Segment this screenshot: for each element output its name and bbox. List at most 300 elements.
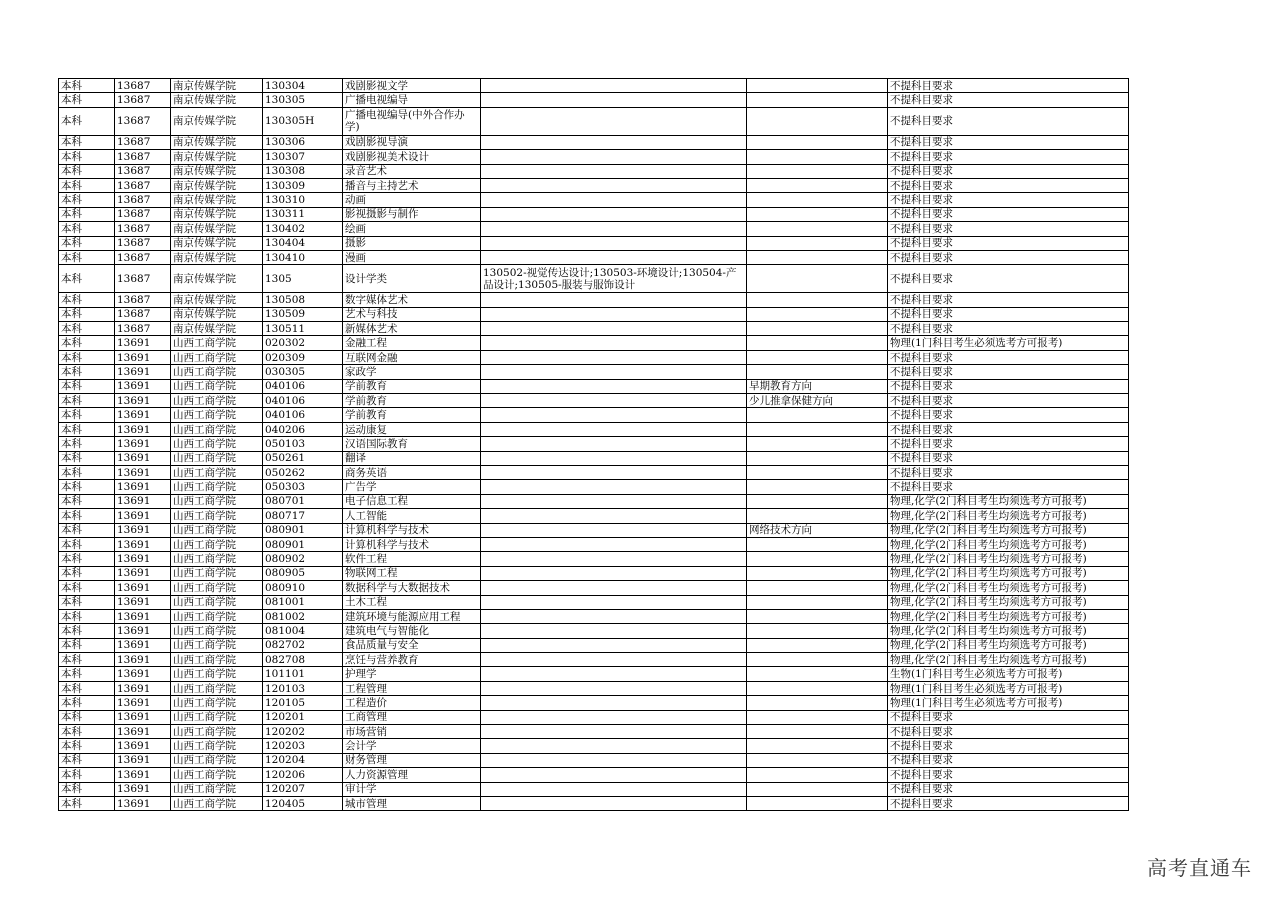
subject-requirement-cell: 不提科目要求 [888, 164, 1129, 178]
included-majors-cell [481, 193, 747, 207]
major-code-cell: 080910 [263, 581, 343, 595]
level-cell: 本科 [59, 638, 115, 652]
table-body [59, 79, 1129, 811]
subject-requirement-cell: 不提科目要求 [888, 178, 1129, 192]
level-cell: 本科 [59, 135, 115, 149]
subject-requirement-cell: 不提科目要求 [888, 796, 1129, 810]
included-majors-cell [481, 552, 747, 566]
table-row [59, 451, 1129, 465]
table-row [59, 79, 1129, 93]
school-code-cell: 13687 [115, 150, 171, 164]
school-code-cell: 13691 [115, 509, 171, 523]
school-name-cell: 山西工商学院 [171, 739, 263, 753]
level-cell: 本科 [59, 164, 115, 178]
major-code-cell: 101101 [263, 667, 343, 681]
table-row [59, 164, 1129, 178]
level-cell: 本科 [59, 480, 115, 494]
school-name-cell: 山西工商学院 [171, 379, 263, 393]
major-name-cell: 市场营销 [343, 725, 481, 739]
direction-cell [747, 696, 888, 710]
major-code-cell: 130306 [263, 135, 343, 149]
level-cell: 本科 [59, 451, 115, 465]
included-majors-cell [481, 408, 747, 422]
major-name-cell: 烹饪与营养教育 [343, 653, 481, 667]
subject-requirement-cell: 不提科目要求 [888, 207, 1129, 221]
level-cell: 本科 [59, 753, 115, 767]
subject-requirement-cell: 不提科目要求 [888, 265, 1129, 293]
subject-requirement-cell: 不提科目要求 [888, 422, 1129, 436]
direction-cell [747, 365, 888, 379]
level-cell: 本科 [59, 107, 115, 135]
major-name-cell: 设计学类 [343, 265, 481, 293]
school-name-cell: 山西工商学院 [171, 782, 263, 796]
school-code-cell: 13691 [115, 465, 171, 479]
school-code-cell: 13691 [115, 725, 171, 739]
school-name-cell: 山西工商学院 [171, 753, 263, 767]
level-cell: 本科 [59, 193, 115, 207]
direction-cell [747, 480, 888, 494]
watermark: 高考直通车 [1147, 856, 1252, 880]
direction-cell [747, 638, 888, 652]
level-cell: 本科 [59, 408, 115, 422]
major-name-cell: 工程管理 [343, 681, 481, 695]
direction-cell: 早期教育方向 [747, 379, 888, 393]
included-majors-cell [481, 307, 747, 321]
direction-cell [747, 465, 888, 479]
direction-cell [747, 93, 888, 107]
direction-cell [747, 725, 888, 739]
major-name-cell: 建筑环境与能源应用工程 [343, 609, 481, 623]
school-code-cell: 13691 [115, 653, 171, 667]
major-name-cell: 财务管理 [343, 753, 481, 767]
direction-cell [747, 422, 888, 436]
major-name-cell: 工程造价 [343, 696, 481, 710]
school-name-cell: 山西工商学院 [171, 796, 263, 810]
subject-requirement-cell: 不提科目要求 [888, 710, 1129, 724]
major-code-cell: 040106 [263, 379, 343, 393]
direction-cell [747, 107, 888, 135]
table-row [59, 624, 1129, 638]
subject-requirement-cell: 不提科目要求 [888, 107, 1129, 135]
school-name-cell: 山西工商学院 [171, 336, 263, 350]
school-code-cell: 13691 [115, 437, 171, 451]
table-row [59, 681, 1129, 695]
major-code-cell: 130305H [263, 107, 343, 135]
major-code-cell: 080901 [263, 537, 343, 551]
direction-cell [747, 307, 888, 321]
school-name-cell: 山西工商学院 [171, 609, 263, 623]
major-code-cell: 130402 [263, 222, 343, 236]
table-row [59, 465, 1129, 479]
table-row [59, 609, 1129, 623]
table-row [59, 796, 1129, 810]
school-name-cell: 南京传媒学院 [171, 178, 263, 192]
major-code-cell: 130308 [263, 164, 343, 178]
level-cell: 本科 [59, 566, 115, 580]
level-cell: 本科 [59, 307, 115, 321]
major-name-cell: 汉语国际教育 [343, 437, 481, 451]
subject-requirement-cell: 生物(1门科目考生必须选考方可报考) [888, 667, 1129, 681]
level-cell: 本科 [59, 150, 115, 164]
school-name-cell: 南京传媒学院 [171, 93, 263, 107]
included-majors-cell [481, 222, 747, 236]
school-code-cell: 13691 [115, 696, 171, 710]
school-code-cell: 13687 [115, 307, 171, 321]
major-name-cell: 物联网工程 [343, 566, 481, 580]
school-name-cell: 山西工商学院 [171, 494, 263, 508]
major-code-cell: 050303 [263, 480, 343, 494]
major-code-cell: 1305 [263, 265, 343, 293]
subject-requirement-cell: 不提科目要求 [888, 293, 1129, 307]
major-code-cell: 080902 [263, 552, 343, 566]
major-code-cell: 081002 [263, 609, 343, 623]
direction-cell [747, 408, 888, 422]
included-majors-cell [481, 494, 747, 508]
major-code-cell: 050261 [263, 451, 343, 465]
level-cell: 本科 [59, 796, 115, 810]
level-cell: 本科 [59, 422, 115, 436]
school-code-cell: 13687 [115, 222, 171, 236]
school-name-cell: 南京传媒学院 [171, 250, 263, 264]
major-code-cell: 020309 [263, 350, 343, 364]
subject-requirement-cell: 不提科目要求 [888, 408, 1129, 422]
major-name-cell: 会计学 [343, 739, 481, 753]
major-name-cell: 广告学 [343, 480, 481, 494]
school-code-cell: 13687 [115, 207, 171, 221]
level-cell: 本科 [59, 437, 115, 451]
subject-requirement-cell: 物理,化学(2门科目考生均须选考方可报考) [888, 638, 1129, 652]
major-code-cell: 040206 [263, 422, 343, 436]
subject-requirement-cell: 物理,化学(2门科目考生均须选考方可报考) [888, 552, 1129, 566]
school-name-cell: 山西工商学院 [171, 581, 263, 595]
direction-cell [747, 667, 888, 681]
school-code-cell: 13691 [115, 552, 171, 566]
included-majors-cell [481, 638, 747, 652]
included-majors-cell [481, 782, 747, 796]
school-code-cell: 13691 [115, 768, 171, 782]
included-majors-cell [481, 451, 747, 465]
school-code-cell: 13687 [115, 265, 171, 293]
subject-requirement-cell: 物理,化学(2门科目考生均须选考方可报考) [888, 509, 1129, 523]
subject-requirement-cell: 不提科目要求 [888, 753, 1129, 767]
major-code-cell: 040106 [263, 408, 343, 422]
level-cell: 本科 [59, 178, 115, 192]
subject-requirement-cell: 不提科目要求 [888, 465, 1129, 479]
subject-requirement-cell: 物理,化学(2门科目考生均须选考方可报考) [888, 537, 1129, 551]
major-code-cell: 080701 [263, 494, 343, 508]
major-name-cell: 工商管理 [343, 710, 481, 724]
subject-requirement-cell: 物理,化学(2门科目考生均须选考方可报考) [888, 595, 1129, 609]
included-majors-cell [481, 581, 747, 595]
major-name-cell: 录音艺术 [343, 164, 481, 178]
subject-requirement-cell: 不提科目要求 [888, 236, 1129, 250]
table-row [59, 552, 1129, 566]
major-code-cell: 081004 [263, 624, 343, 638]
school-name-cell: 山西工商学院 [171, 681, 263, 695]
school-code-cell: 13687 [115, 293, 171, 307]
major-code-cell: 130310 [263, 193, 343, 207]
table-row [59, 293, 1129, 307]
included-majors-cell [481, 768, 747, 782]
school-code-cell: 13687 [115, 322, 171, 336]
direction-cell [747, 653, 888, 667]
table-row [59, 739, 1129, 753]
direction-cell [747, 135, 888, 149]
included-majors-cell [481, 394, 747, 408]
major-name-cell: 运动康复 [343, 422, 481, 436]
school-code-cell: 13691 [115, 796, 171, 810]
school-code-cell: 13691 [115, 379, 171, 393]
table-row [59, 135, 1129, 149]
school-code-cell: 13687 [115, 193, 171, 207]
school-name-cell: 南京传媒学院 [171, 150, 263, 164]
subject-requirement-cell: 物理,化学(2门科目考生均须选考方可报考) [888, 581, 1129, 595]
included-majors-cell [481, 681, 747, 695]
direction-cell [747, 322, 888, 336]
major-name-cell: 绘画 [343, 222, 481, 236]
included-majors-cell [481, 79, 747, 93]
major-name-cell: 人工智能 [343, 509, 481, 523]
subject-requirement-cell: 物理,化学(2门科目考生均须选考方可报考) [888, 566, 1129, 580]
direction-cell [747, 494, 888, 508]
included-majors-cell [481, 379, 747, 393]
major-name-cell: 家政学 [343, 365, 481, 379]
major-name-cell: 审计学 [343, 782, 481, 796]
major-name-cell: 护理学 [343, 667, 481, 681]
school-code-cell: 13691 [115, 480, 171, 494]
included-majors-cell [481, 667, 747, 681]
included-majors-cell [481, 480, 747, 494]
subject-requirement-cell: 不提科目要求 [888, 480, 1129, 494]
major-name-cell: 学前教育 [343, 379, 481, 393]
school-name-cell: 山西工商学院 [171, 710, 263, 724]
major-code-cell: 080905 [263, 566, 343, 580]
major-name-cell: 戏剧影视导演 [343, 135, 481, 149]
school-name-cell: 山西工商学院 [171, 365, 263, 379]
direction-cell [747, 537, 888, 551]
direction-cell [747, 350, 888, 364]
school-code-cell: 13687 [115, 178, 171, 192]
major-name-cell: 动画 [343, 193, 481, 207]
direction-cell [747, 624, 888, 638]
included-majors-cell [481, 609, 747, 623]
school-name-cell: 南京传媒学院 [171, 193, 263, 207]
school-code-cell: 13691 [115, 782, 171, 796]
school-code-cell: 13687 [115, 135, 171, 149]
major-code-cell: 130304 [263, 79, 343, 93]
major-name-cell: 广播电视编导(中外合作办学) [343, 107, 481, 135]
level-cell: 本科 [59, 710, 115, 724]
table-row [59, 667, 1129, 681]
level-cell: 本科 [59, 322, 115, 336]
school-code-cell: 13691 [115, 739, 171, 753]
subject-requirement-cell: 不提科目要求 [888, 150, 1129, 164]
table-row [59, 725, 1129, 739]
subject-requirement-cell: 不提科目要求 [888, 739, 1129, 753]
school-name-cell: 山西工商学院 [171, 523, 263, 537]
school-code-cell: 13691 [115, 451, 171, 465]
major-code-cell: 050262 [263, 465, 343, 479]
level-cell: 本科 [59, 667, 115, 681]
school-name-cell: 山西工商学院 [171, 595, 263, 609]
school-name-cell: 南京传媒学院 [171, 164, 263, 178]
included-majors-cell [481, 207, 747, 221]
major-code-cell: 120201 [263, 710, 343, 724]
direction-cell: 网络技术方向 [747, 523, 888, 537]
subject-requirement-cell: 不提科目要求 [888, 322, 1129, 336]
included-majors-cell [481, 350, 747, 364]
included-majors-cell [481, 465, 747, 479]
major-code-cell: 080717 [263, 509, 343, 523]
major-name-cell: 互联网金融 [343, 350, 481, 364]
table-row [59, 782, 1129, 796]
major-code-cell: 120103 [263, 681, 343, 695]
major-code-cell: 130311 [263, 207, 343, 221]
table-row [59, 178, 1129, 192]
subject-requirement-cell: 不提科目要求 [888, 437, 1129, 451]
subject-requirement-cell: 不提科目要求 [888, 135, 1129, 149]
level-cell: 本科 [59, 681, 115, 695]
school-code-cell: 13691 [115, 753, 171, 767]
level-cell: 本科 [59, 465, 115, 479]
major-name-cell: 新媒体艺术 [343, 322, 481, 336]
school-code-cell: 13691 [115, 681, 171, 695]
included-majors-cell [481, 624, 747, 638]
subject-requirement-cell: 物理,化学(2门科目考生均须选考方可报考) [888, 494, 1129, 508]
school-name-cell: 山西工商学院 [171, 465, 263, 479]
table-row [59, 696, 1129, 710]
included-majors-cell [481, 739, 747, 753]
direction-cell [747, 552, 888, 566]
school-name-cell: 南京传媒学院 [171, 107, 263, 135]
direction-cell [747, 193, 888, 207]
major-name-cell: 软件工程 [343, 552, 481, 566]
school-name-cell: 南京传媒学院 [171, 293, 263, 307]
school-name-cell: 山西工商学院 [171, 437, 263, 451]
school-code-cell: 13691 [115, 494, 171, 508]
subject-requirement-cell: 物理,化学(2门科目考生均须选考方可报考) [888, 523, 1129, 537]
major-code-cell: 082702 [263, 638, 343, 652]
major-name-cell: 艺术与科技 [343, 307, 481, 321]
subject-requirement-cell: 物理(1门科目考生必须选考方可报考) [888, 681, 1129, 695]
school-name-cell: 山西工商学院 [171, 537, 263, 551]
school-code-cell: 13691 [115, 365, 171, 379]
table-row [59, 595, 1129, 609]
major-name-cell: 建筑电气与智能化 [343, 624, 481, 638]
major-name-cell: 漫画 [343, 250, 481, 264]
level-cell: 本科 [59, 624, 115, 638]
major-code-cell: 082708 [263, 653, 343, 667]
level-cell: 本科 [59, 595, 115, 609]
major-name-cell: 食品质量与安全 [343, 638, 481, 652]
school-code-cell: 13687 [115, 236, 171, 250]
level-cell: 本科 [59, 552, 115, 566]
major-name-cell: 数字媒体艺术 [343, 293, 481, 307]
school-code-cell: 13691 [115, 566, 171, 580]
direction-cell [747, 710, 888, 724]
subject-requirement-cell: 不提科目要求 [888, 307, 1129, 321]
school-code-cell: 13691 [115, 523, 171, 537]
included-majors-cell [481, 93, 747, 107]
level-cell: 本科 [59, 394, 115, 408]
level-cell: 本科 [59, 336, 115, 350]
table-row [59, 480, 1129, 494]
direction-cell [747, 222, 888, 236]
enrollment-table [58, 78, 1129, 811]
included-majors-cell [481, 753, 747, 767]
included-majors-cell [481, 523, 747, 537]
school-name-cell: 山西工商学院 [171, 394, 263, 408]
table-row [59, 509, 1129, 523]
major-name-cell: 数据科学与大数据技术 [343, 581, 481, 595]
level-cell: 本科 [59, 782, 115, 796]
level-cell: 本科 [59, 365, 115, 379]
table-row [59, 394, 1129, 408]
school-name-cell: 山西工商学院 [171, 566, 263, 580]
major-name-cell: 摄影 [343, 236, 481, 250]
included-majors-cell [481, 710, 747, 724]
direction-cell [747, 207, 888, 221]
level-cell: 本科 [59, 379, 115, 393]
subject-requirement-cell: 不提科目要求 [888, 768, 1129, 782]
included-majors-cell [481, 437, 747, 451]
school-code-cell: 13691 [115, 336, 171, 350]
table-row [59, 336, 1129, 350]
subject-requirement-cell: 物理,化学(2门科目考生均须选考方可报考) [888, 624, 1129, 638]
school-name-cell: 山西工商学院 [171, 667, 263, 681]
major-name-cell: 戏剧影视美术设计 [343, 150, 481, 164]
school-code-cell: 13687 [115, 93, 171, 107]
school-name-cell: 山西工商学院 [171, 350, 263, 364]
subject-requirement-cell: 物理,化学(2门科目考生均须选考方可报考) [888, 609, 1129, 623]
included-majors-cell [481, 696, 747, 710]
direction-cell: 少儿推拿保健方向 [747, 394, 888, 408]
level-cell: 本科 [59, 696, 115, 710]
school-code-cell: 13691 [115, 408, 171, 422]
major-code-cell: 130509 [263, 307, 343, 321]
included-majors-cell [481, 322, 747, 336]
school-name-cell: 南京传媒学院 [171, 135, 263, 149]
table-row [59, 537, 1129, 551]
subject-requirement-cell: 不提科目要求 [888, 394, 1129, 408]
table-row [59, 523, 1129, 537]
direction-cell [747, 796, 888, 810]
direction-cell [747, 566, 888, 580]
included-majors-cell [481, 150, 747, 164]
subject-requirement-cell: 不提科目要求 [888, 193, 1129, 207]
included-majors-cell [481, 107, 747, 135]
direction-cell [747, 581, 888, 595]
school-name-cell: 山西工商学院 [171, 768, 263, 782]
direction-cell [747, 164, 888, 178]
included-majors-cell [481, 178, 747, 192]
major-name-cell: 商务英语 [343, 465, 481, 479]
included-majors-cell [481, 537, 747, 551]
direction-cell [747, 293, 888, 307]
subject-requirement-cell: 不提科目要求 [888, 250, 1129, 264]
level-cell: 本科 [59, 768, 115, 782]
level-cell: 本科 [59, 207, 115, 221]
included-majors-cell [481, 796, 747, 810]
major-name-cell: 影视摄影与制作 [343, 207, 481, 221]
school-name-cell: 南京传媒学院 [171, 79, 263, 93]
direction-cell [747, 437, 888, 451]
table-row [59, 107, 1129, 135]
school-name-cell: 山西工商学院 [171, 480, 263, 494]
school-name-cell: 南京传媒学院 [171, 265, 263, 293]
included-majors-cell [481, 595, 747, 609]
school-name-cell: 南京传媒学院 [171, 222, 263, 236]
